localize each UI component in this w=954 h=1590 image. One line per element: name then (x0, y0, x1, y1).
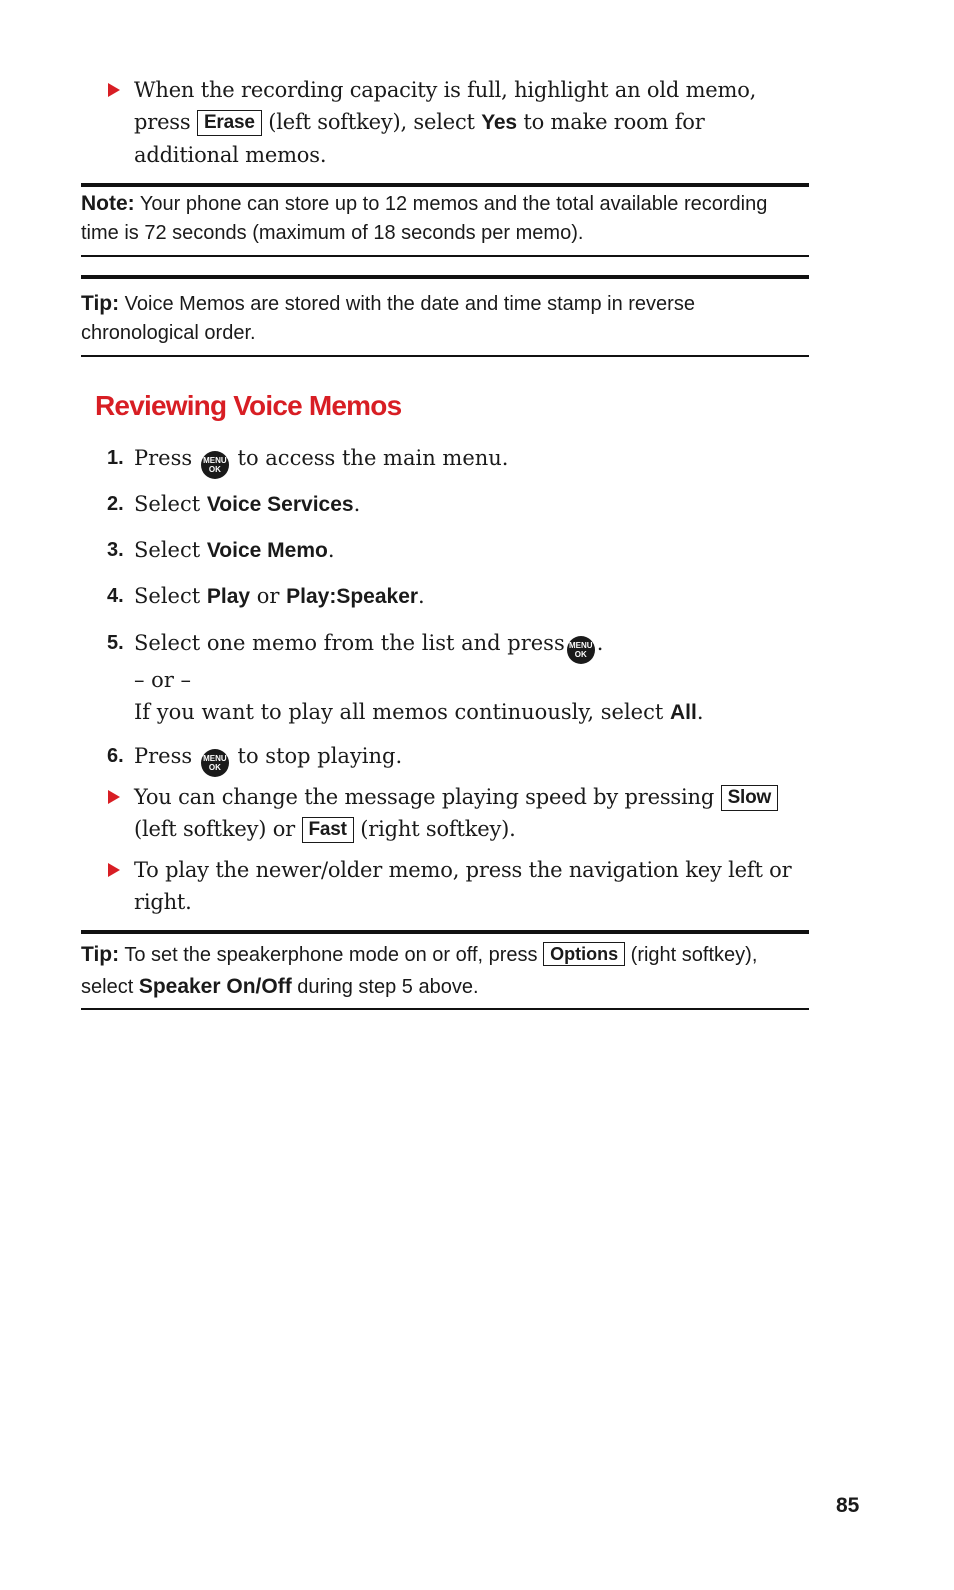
bullet-arrow-icon (108, 863, 120, 877)
yes-option: Yes (481, 111, 517, 134)
tip2-box: Tip: To set the speakerphone mode on or off, press Options (right softkey), select Speaker On/Off during step 5 above. (81, 943, 758, 998)
fast-softkey-label: Fast (302, 817, 354, 843)
options-softkey-label: Options (543, 942, 625, 966)
bullet-arrow-icon (108, 83, 120, 97)
note-bottom-rule (81, 255, 809, 257)
play-option: Play (206, 585, 251, 608)
all-option: All (670, 701, 697, 724)
recording-full-bullet: When the recording capacity is full, highlight an old memo, press Erase (left softkey), select Yes to make room for additional memos. (134, 78, 757, 167)
navigation-bullet: To play the newer/older memo, press the navigation key left or right. (134, 858, 792, 914)
tip-bottom-rule (81, 355, 809, 357)
note-top-rule (81, 183, 809, 187)
note-text: Your phone can store up to 12 memos and the total available recording time is 72 seconds (maximum of 18 seconds per memo). (81, 193, 768, 244)
tip-text: Voice Memos are stored with the date and time stamp in reverse chronological order. (81, 293, 695, 344)
or-separator: – or – (134, 668, 192, 692)
section-title: Reviewing Voice Memos (95, 390, 402, 421)
note-box (81, 189, 809, 248)
tip2-top-rule (81, 930, 809, 934)
voice-services-option: Voice Services (206, 493, 354, 516)
voice-memo-option: Voice Memo (206, 539, 328, 562)
speed-bullet: You can change the message playing speed by pressing Slow (left softkey) or Fast (right softkey). (134, 781, 814, 845)
speaker-on-off-option: Speaker On/Off (138, 975, 292, 998)
menu-ok-key-icon: MENU OK (201, 749, 229, 777)
tip-box (81, 289, 809, 348)
tip-top-rule (81, 275, 809, 279)
menu-ok-key-icon: MENU OK (567, 636, 595, 664)
page-number: 85 (836, 1494, 860, 1517)
tip2-bottom-rule (81, 1008, 809, 1010)
erase-softkey-label: Erase (197, 110, 262, 136)
slow-softkey-label: Slow (721, 785, 779, 811)
tip-label: Tip: (81, 292, 120, 315)
note-label: Note: (81, 192, 135, 215)
play-speaker-option: Play:Speaker (286, 585, 419, 608)
tip2-label: Tip: (81, 943, 120, 966)
menu-ok-key-icon: MENU OK (201, 451, 229, 479)
bullet-arrow-icon (108, 790, 120, 804)
